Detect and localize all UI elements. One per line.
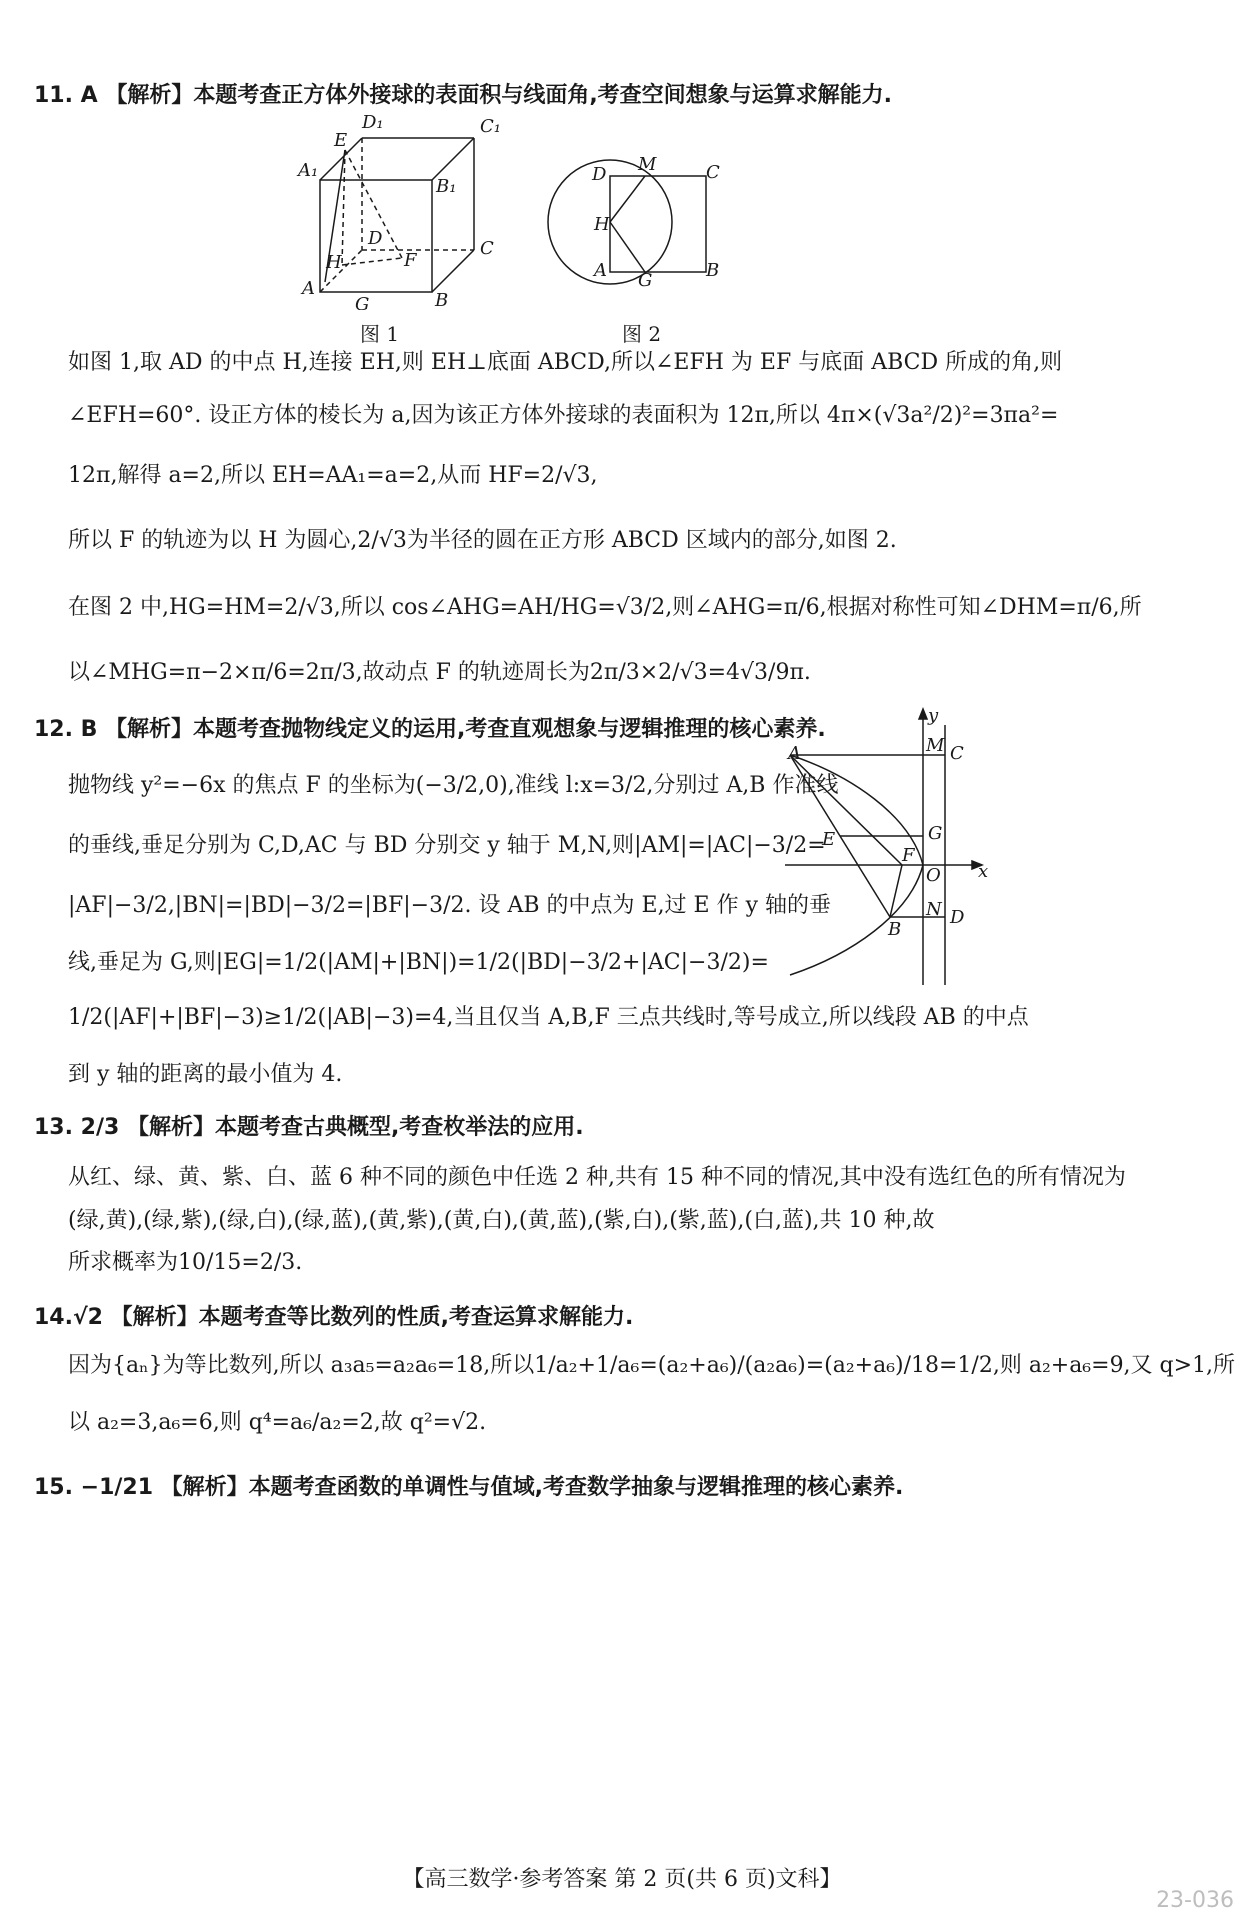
svg-text:C₁: C₁ — [480, 116, 501, 137]
q12-line-4: 线,垂足为 G,则|EG|=1/2(|AM|+|BN|)=1/2(|BD|−3/2+|AC|−3/2)= — [68, 950, 769, 975]
svg-text:y: y — [928, 705, 939, 726]
corner-stamp: 23-036 — [1156, 1888, 1234, 1913]
svg-text:O: O — [926, 865, 941, 886]
svg-text:D: D — [950, 907, 965, 928]
svg-text:G: G — [928, 823, 943, 844]
q12-line-1: 抛物线 y²=−6x 的焦点 F 的坐标为(−3/2,0),准线 l:x=3/2,分别过 A,B 作准线 — [68, 773, 839, 798]
svg-text:D₁: D₁ — [362, 112, 384, 133]
q11-line-3: 12π,解得 a=2,所以 EH=AA₁=a=2,从而 HF=2/√3, — [68, 463, 598, 488]
svg-text:G: G — [355, 294, 370, 310]
q13-header: 13. 2/3 【解析】本题考查古典概型,考查枚举法的应用. — [34, 1115, 584, 1140]
page-footer: 【高三数学·参考答案 第 2 页(共 6 页)文科】 — [402, 1867, 842, 1892]
figure1-cube — [290, 110, 520, 310]
q11-line-6: 以∠MHG=π−2×π/6=2π/3,故动点 F 的轨迹周长为2π/3×2/√3=4√3/9π. — [68, 660, 811, 685]
svg-text:C: C — [706, 162, 720, 183]
svg-text:D: D — [368, 228, 383, 249]
q15-header: 15. −1/21 【解析】本题考查函数的单调性与值域,考查数学抽象与逻辑推理的核心素养. — [34, 1475, 904, 1500]
svg-text:H: H — [594, 214, 610, 235]
q14-line-2: 以 a₂=3,a₆=6,则 q⁴=a₆/a₂=2,故 q²=√2. — [68, 1410, 487, 1435]
svg-text:A: A — [788, 743, 801, 764]
svg-text:A: A — [594, 260, 607, 281]
q12-line-3: |AF|−3/2,|BN|=|BD|−3/2=|BF|−3/2. 设 AB 的中点为 E,过 E 作 y 轴的垂 — [68, 893, 832, 918]
svg-text:F: F — [404, 250, 417, 271]
q11-header: 11. A 【解析】本题考查正方体外接球的表面积与线面角,考查空间想象与运算求解能力. — [34, 83, 893, 108]
q14-line-1: 因为{aₙ}为等比数列,所以 a₃a₅=a₂a₆=18,所以1/a₂+1/a₆=(a₂+a₆)/(a₂a₆)=(a₂+a₆)/18=1/2,则 a₂+a₆=9,又 q>1,所 — [68, 1353, 1236, 1378]
svg-text:B: B — [435, 290, 449, 310]
svg-text:H: H — [326, 252, 342, 273]
q14-header: 14.√2 【解析】本题考查等比数列的性质,考查运算求解能力. — [34, 1305, 634, 1330]
q12-line-6: 到 y 轴的距离的最小值为 4. — [68, 1062, 343, 1087]
svg-text:M: M — [638, 154, 657, 175]
q12-line-5: 1/2(|AF|+|BF|−3)≥1/2(|AB|−3)=4,当且仅当 A,B,F 三点共线时,等号成立,所以线段 AB 的中点 — [68, 1005, 1029, 1030]
q13-line-1: 从红、绿、黄、紫、白、蓝 6 种不同的颜色中任选 2 种,共有 15 种不同的情况,其中没有选红色的所有情况为 — [68, 1165, 1126, 1190]
svg-text:B: B — [888, 919, 902, 940]
q13-line-2: (绿,黄),(绿,紫),(绿,白),(绿,蓝),(黄,紫),(黄,白),(黄,蓝),(紫,白),(紫,蓝),(白,蓝),共 10 种,故 — [68, 1208, 935, 1233]
q11-line-4: 所以 F 的轨迹为以 H 为圆心,2/√3为半径的圆在正方形 ABCD 区域内的部分,如图 2. — [68, 528, 897, 553]
q11-line-2: ∠EFH=60°. 设正方体的棱长为 a,因为该正方体外接球的表面积为 12π,所以 4π×(√3a²/2)²=3πa²= — [68, 403, 1059, 428]
figure2-circle — [540, 150, 750, 300]
svg-text:A: A — [302, 278, 315, 299]
svg-text:M: M — [926, 735, 945, 756]
svg-text:G: G — [638, 270, 653, 291]
svg-text:C: C — [480, 238, 494, 259]
svg-text:x: x — [978, 861, 989, 882]
q13-line-3: 所求概率为10/15=2/3. — [68, 1250, 303, 1275]
svg-text:N: N — [926, 899, 942, 920]
q12-line-2: 的垂线,垂足分别为 C,D,AC 与 BD 分别交 y 轴于 M,N,则|AM|=|AC|−3/2= — [68, 833, 826, 858]
figure1-caption: 图 1 — [360, 322, 400, 346]
svg-text:F: F — [902, 845, 915, 866]
q12-header: 12. B 【解析】本题考查抛物线定义的运用,考查直观想象与逻辑推理的核心素养. — [34, 717, 826, 742]
svg-text:C: C — [950, 743, 964, 764]
svg-text:E: E — [822, 829, 836, 850]
q11-line-5: 在图 2 中,HG=HM=2/√3,所以 cos∠AHG=AH/HG=√3/2,则∠AHG=π/6,根据对称性可知∠DHM=π/6,所 — [68, 595, 1142, 620]
q11-line-1: 如图 1,取 AD 的中点 H,连接 EH,则 EH⊥底面 ABCD,所以∠EFH 为 EF 与底面 ABCD 所成的角,则 — [68, 350, 1063, 375]
svg-text:A₁: A₁ — [298, 160, 319, 181]
svg-text:D: D — [592, 164, 607, 185]
svg-text:B₁: B₁ — [436, 176, 457, 197]
svg-text:E: E — [334, 130, 348, 151]
figure2-caption: 图 2 — [622, 322, 662, 346]
svg-text:B: B — [706, 260, 720, 281]
